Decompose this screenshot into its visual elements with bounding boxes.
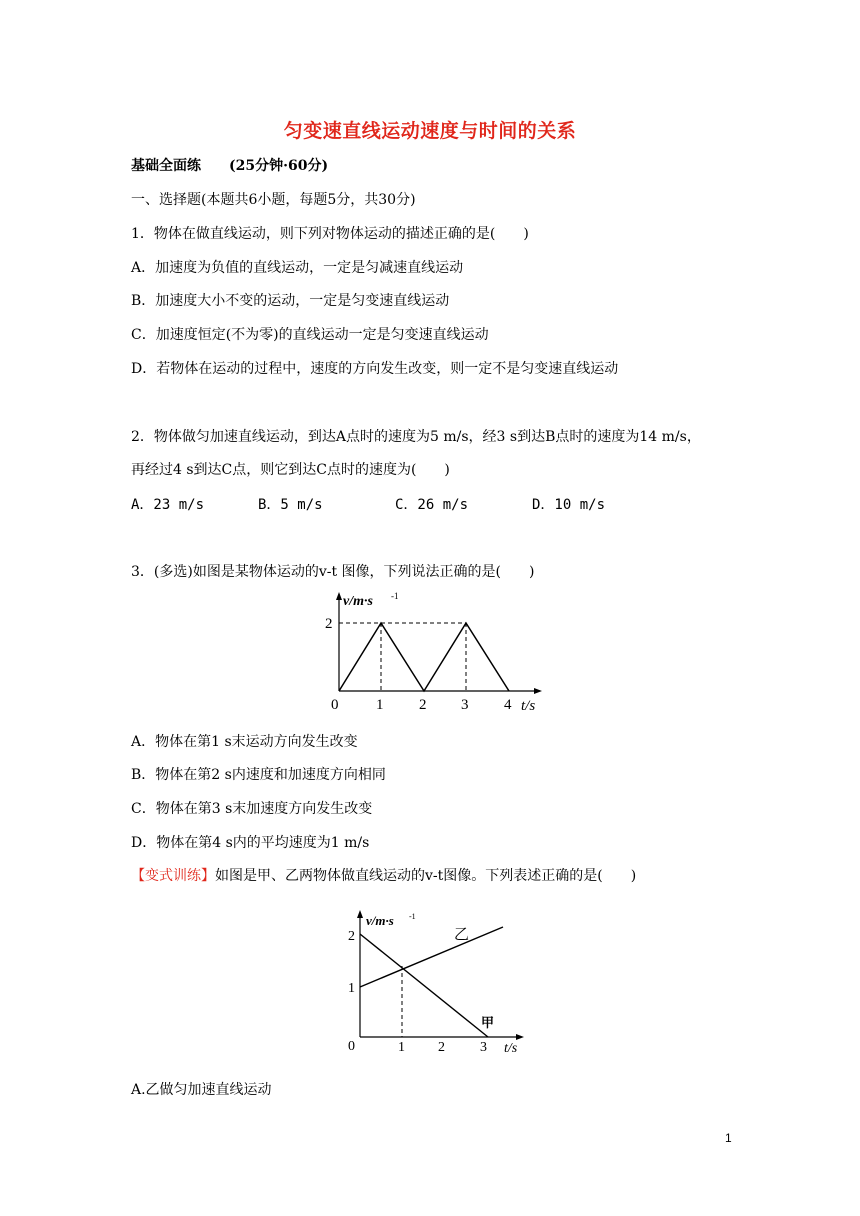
part-heading: 一、选择题(本题共6小题，每题5分，共30分) [131, 192, 416, 208]
chart1-xtick-1: 1 [376, 697, 384, 713]
chart2-xtick-2: 2 [438, 1040, 445, 1055]
chart2-y-axis-arrow [357, 910, 363, 918]
page-number: 1 [725, 1131, 732, 1145]
section-header [131, 156, 328, 176]
chart1-x-label: t/s [521, 698, 536, 714]
chart2-series-yi [360, 927, 503, 987]
chart-vt-graph-2 [340, 910, 540, 1060]
chart2-y-label: v/m·s [366, 913, 394, 928]
chart2-origin: 0 [348, 1039, 355, 1054]
chart2-label-jia: 甲 [481, 1015, 495, 1030]
question-1-option-d: D．若物体在运动的过程中，速度的方向发生改变，则一定不是匀变速直线运动 [131, 361, 619, 377]
chart1-origin: 0 [331, 697, 339, 713]
document-title: 匀变速直线运动速度与时间的关系 [283, 120, 577, 142]
chart2-series-jia [360, 934, 488, 1037]
variant-stem: 如图是甲、乙两物体做直线运动的v-t图像。下列表述正确的是( ) [215, 868, 637, 884]
question-3-option-d: D．物体在第4 s内的平均速度为1 m/s [131, 835, 370, 851]
chart1-series-line [339, 623, 509, 691]
chart1-x-axis-arrow [534, 688, 542, 694]
question-2-stem-line1: 2．物体做匀加速直线运动，到达A点时的速度为5 m/s，经3 s到达B点时的速度为14 m/s， [131, 429, 701, 445]
variant-question [131, 866, 636, 886]
question-2-option-a: A．23 m/s [131, 497, 205, 513]
question-2-option-c: C．26 m/s [395, 497, 469, 513]
chart2-x-axis-arrow [516, 1034, 524, 1040]
chart2-xtick-3: 3 [480, 1040, 487, 1055]
question-1-option-a: A．加速度为负值的直线运动，一定是匀减速直线运动 [131, 260, 464, 276]
variant-tag: 【变式训练】 [131, 868, 215, 884]
question-1-option-b: B．加速度大小不变的运动，一定是匀变速直线运动 [131, 293, 450, 309]
question-2-option-b: B．5 m/s [258, 497, 323, 513]
chart2-xtick-1: 1 [398, 1040, 405, 1055]
question-3-option-c: C．物体在第3 s末加速度方向发生改变 [131, 801, 373, 817]
chart-vt-graph-1 [325, 592, 555, 718]
chart1-y-axis-arrow [336, 592, 342, 600]
chart1-y-label-exp: -1 [391, 591, 399, 601]
chart2-y-label-exp: -1 [409, 912, 416, 921]
question-1-stem: 1．物体在做直线运动，则下列对物体运动的描述正确的是( ) [131, 226, 529, 242]
chart2-label-yi: 乙 [454, 927, 470, 943]
chart1-y-label: v/m·s [343, 594, 373, 609]
chart1-xtick-2: 2 [419, 697, 427, 713]
question-2-option-d: D．10 m/s [532, 497, 606, 513]
chart2-ytick-1: 1 [348, 981, 355, 996]
question-3-option-b: B．物体在第2 s内速度和加速度方向相同 [131, 767, 386, 783]
chart1-xtick-4: 4 [504, 697, 512, 713]
variant-option-a: A.乙做匀加速直线运动 [131, 1082, 272, 1098]
question-3-stem: 3．(多选)如图是某物体运动的v-t 图像，下列说法正确的是( ) [131, 564, 535, 580]
question-1-option-c: C．加速度恒定(不为零)的直线运动一定是匀变速直线运动 [131, 327, 489, 343]
chart1-xtick-3: 3 [461, 697, 469, 713]
section-time-score: (25分钟·60分) [229, 158, 329, 174]
chart2-ytick-2: 2 [348, 929, 355, 944]
section-name: 基础全面练 [131, 158, 201, 174]
question-2-stem-line2: 再经过4 s到达C点，则它到达C点时的速度为( ) [131, 462, 450, 478]
question-3-option-a: A．物体在第1 s末运动方向发生改变 [131, 734, 358, 750]
chart2-x-label: t/s [504, 1041, 518, 1056]
chart1-ytick-2: 2 [325, 616, 333, 632]
